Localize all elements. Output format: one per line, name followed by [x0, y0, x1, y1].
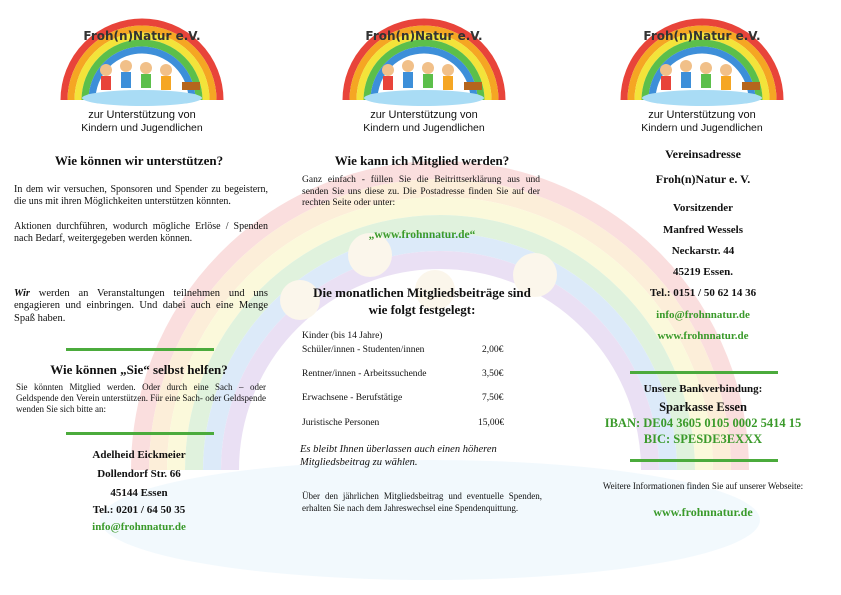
divider: [66, 432, 214, 435]
paragraph-support-1: In dem wir versuchen, Sponsoren und Spender zu begeistern, die uns mit ihren Möglichkeiten unterstützen könnten.: [14, 184, 268, 208]
panel-middle: [296, 0, 548, 595]
bank-heading: Unsere Bankverbindung:: [643, 383, 763, 395]
chair-name: Manfred Wessels: [663, 224, 743, 236]
paragraph-receipt: Über den jährlichen Mitgliedsbeitrag und eventuelle Spenden, erhalten Sie nach dem Jahreswechsel eine Spendenquittung.: [302, 491, 542, 513]
info-text: Weitere Informationen finden Sie auf unserer Webseite:: [602, 481, 804, 491]
bank-iban: IBAN: DE04 3605 0105 0002 5414 15: [604, 416, 802, 430]
address-heading: Vereinsadresse: [665, 147, 741, 161]
address-street: Neckarstr. 44: [671, 245, 735, 257]
address-tel: Tel.: 0151 / 50 62 14 36: [649, 287, 757, 299]
website-link-bottom[interactable]: www.frohnnatur.de: [653, 505, 753, 519]
logo-arc-text: Froh(n)Natur e.V.: [643, 29, 761, 43]
paragraph-support-3-text: werden an Veranstaltungen teilnehmen und uns engagieren und einbringen. Und dabei auch eine Menge Spaß haben.: [14, 288, 268, 324]
logo: [604, 8, 800, 136]
divider: [630, 371, 778, 374]
contact-tel: Tel.: 0201 / 64 50 35: [92, 504, 186, 516]
logo-arc-text: Froh(n)Natur e.V.: [83, 29, 201, 43]
note-higher-fee: Es bleibt Ihnen überlassen auch einen höheren Mitgliedsbeitrag zu wählen.: [300, 444, 497, 468]
rainbow-logo-icon: [604, 8, 800, 108]
heading-membership: Wie kann ich Mitglied werden?: [334, 153, 510, 168]
panel-right: [574, 0, 832, 595]
fee-label: Kinder (bis 14 Jahre): [302, 331, 383, 341]
address-city: 45219 Essen.: [673, 266, 733, 278]
fee-value: 3,50€: [482, 369, 504, 379]
paragraph-self-help: Sie könnten Mitglied werden. Oder durch eine Sach – oder Geldspende den Verein unterstützen. Für eine Sach- oder Geldspende wenden Sie sich bitte an:: [16, 382, 266, 414]
emphasis-wir: Wir: [14, 288, 30, 299]
heading-fees-1: Die monatlichen Mitgliedsbeiträge sind: [313, 285, 531, 300]
divider: [630, 459, 778, 462]
fee-value: 7,50€: [482, 393, 504, 403]
logo-line-1: zur Unterstützung von: [648, 109, 756, 121]
org-name: Froh(n)Natur e. V.: [655, 172, 751, 186]
fee-value: 2,00€: [482, 345, 504, 355]
contact-street: Dollendorf Str. 66: [97, 468, 181, 480]
heading-fees-2: wie folgt festgelegt:: [368, 302, 476, 317]
divider: [66, 348, 214, 351]
logo: [326, 8, 522, 136]
bank-name: Sparkasse Essen: [659, 400, 747, 414]
website-link[interactable]: „www.frohnnatur.de“: [368, 229, 476, 241]
logo-line-1: zur Unterstützung von: [370, 109, 478, 121]
fee-value: 15,00€: [478, 418, 505, 428]
fee-label: Schüler/innen - Studenten/innen: [302, 345, 425, 355]
rainbow-logo-icon: [44, 8, 240, 108]
contact-name: Adelheid Eickmeier: [92, 449, 186, 461]
logo-line-2: Kindern und Jugendlichen: [363, 122, 485, 134]
contact-mail-link[interactable]: info@frohnnatur.de: [92, 521, 186, 533]
logo-arc-text: Froh(n)Natur e.V.: [365, 29, 483, 43]
website-link[interactable]: www.frohnnatur.de: [657, 330, 749, 342]
contact-city: 45144 Essen: [110, 487, 168, 499]
paragraph-support-2: Aktionen durchführen, wodurch mögliche Erlöse / Spenden nach Bedarf, weitergegeben werden können.: [14, 221, 268, 245]
logo-line-1: zur Unterstützung von: [88, 109, 196, 121]
logo: [44, 8, 240, 136]
bank-bic: BIC: SPESDE3EXXX: [643, 432, 763, 446]
paragraph-membership: Ganz einfach - füllen Sie die Beitrittserklärung aus und senden Sie uns diese zu. Die Postadresse finden Sie auf der rechten Seite oder unter:: [302, 175, 540, 208]
paragraph-support-3: [14, 288, 268, 325]
fee-label: Erwachsene - Berufstätige: [302, 393, 403, 403]
logo-line-2: Kindern und Jugendlichen: [81, 122, 203, 134]
logo-line-2: Kindern und Jugendlichen: [641, 122, 763, 134]
rainbow-logo-icon: [326, 8, 522, 108]
chair-label: Vorsitzender: [672, 202, 734, 214]
mail-link[interactable]: info@frohnnatur.de: [656, 309, 750, 321]
heading-self-help: Wie können „Sie“ selbst helfen?: [50, 362, 228, 377]
heading-support: Wie können wir unterstützen?: [54, 153, 224, 168]
panel-left: [10, 0, 268, 595]
fee-label: Rentner/innen - Arbeitssuchende: [302, 369, 427, 379]
fee-label: Juristische Personen: [302, 418, 380, 428]
